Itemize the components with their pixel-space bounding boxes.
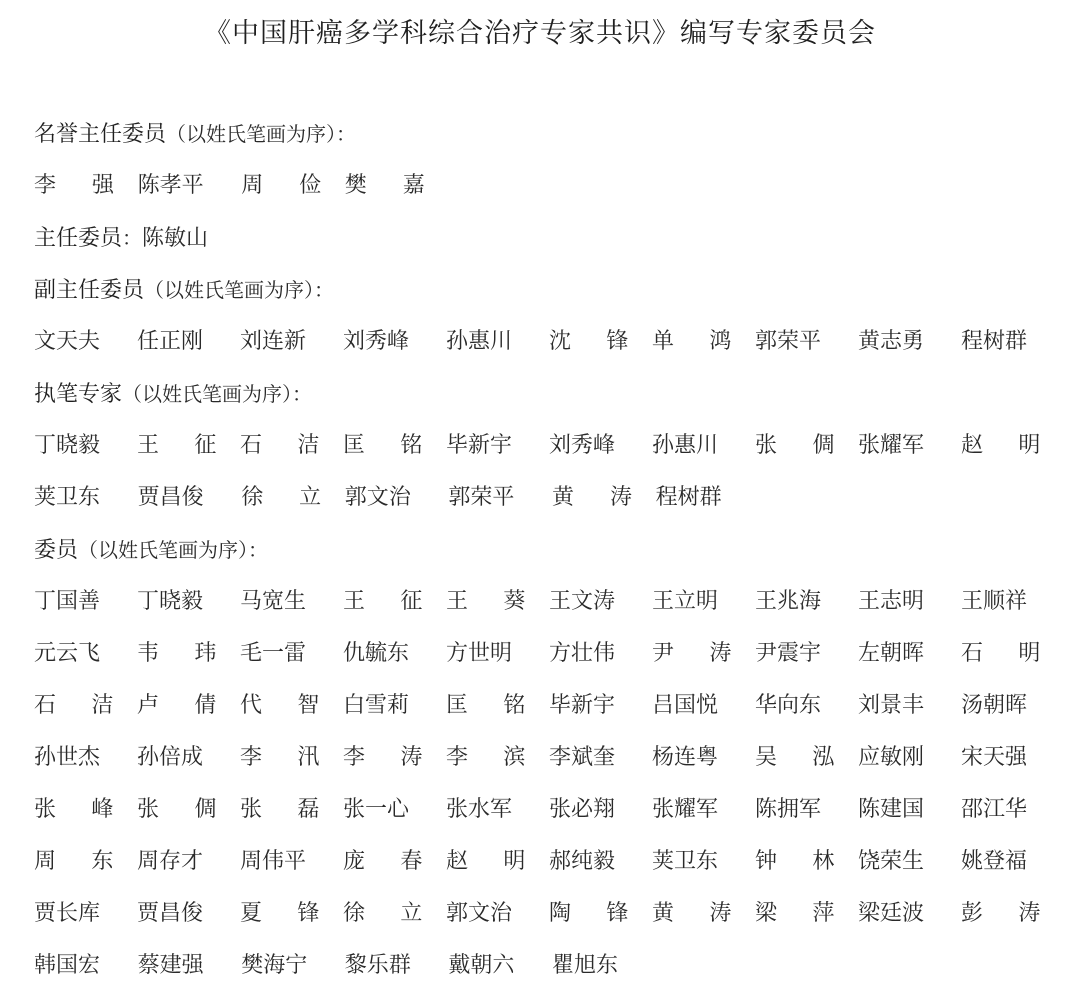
person-name: 陈 拥 军 [755, 797, 822, 822]
heading-label: 主任委员 [34, 226, 123, 251]
person-name: 王 志 明 [858, 589, 925, 614]
person-name: 王 兆 海 [755, 589, 822, 614]
person-name: 荚 卫 东 [34, 485, 101, 510]
name-row [34, 576, 1064, 628]
person-name: 王 文 涛 [549, 589, 616, 614]
person-name: 黄 志 勇 [858, 329, 925, 354]
person-name: 周 存 才 [137, 849, 204, 874]
name-row [34, 628, 1064, 680]
person-name: 张 磊 [240, 797, 320, 822]
person-name: 夏 锋 [240, 901, 320, 926]
person-name: 瞿 旭 东 [551, 953, 619, 978]
person-name: 王 顺 祥 [961, 589, 1028, 614]
person-name: 刘 连 新 [240, 329, 307, 354]
person-name: 元 云 飞 [34, 641, 101, 666]
heading-label: 名誉主任委员 [34, 122, 167, 147]
person-name: 彭 涛 [961, 901, 1041, 926]
section-heading-honorary [34, 108, 1064, 160]
heading-separator: ： [122, 226, 143, 250]
person-name: 蔡 建 强 [137, 953, 204, 978]
person-name: 郭 荣 平 [755, 329, 822, 354]
person-name: 杨 连 粤 [652, 745, 719, 770]
person-name: 孙 惠 川 [446, 329, 513, 354]
person-name: 毕 新 宇 [549, 693, 616, 718]
person-name: 匡 铭 [343, 433, 423, 458]
person-name: 周 俭 [241, 173, 322, 198]
person-name: 梁 萍 [755, 901, 835, 926]
heading-note: （以姓氏笔画为序）： [144, 278, 335, 302]
person-name: 匡 铭 [446, 693, 526, 718]
person-name: 钟 林 [755, 849, 835, 874]
person-name: 单 鸿 [652, 329, 732, 354]
names-vice-chairs [34, 316, 1064, 368]
person-name: 郭 文 治 [446, 901, 513, 926]
names-writers [34, 420, 1064, 524]
person-name: 戴 朝 六 [448, 953, 515, 978]
person-name: 徐 立 [241, 485, 322, 510]
person-name: 韦 玮 [137, 641, 217, 666]
person-name: 王 征 [343, 589, 423, 614]
person-name: 黄 涛 [551, 485, 632, 510]
name-row [34, 160, 1064, 212]
person-name: 白 雪 莉 [343, 693, 410, 718]
names-honorary [34, 160, 1064, 212]
person-name: 李 涛 [343, 745, 423, 770]
person-name: 文 天 夫 [34, 329, 101, 354]
person-name: 郝 纯 毅 [549, 849, 616, 874]
person-name: 丁 晓 毅 [137, 589, 204, 614]
person-name: 邵 江 华 [961, 797, 1028, 822]
person-name: 华 向 东 [755, 693, 822, 718]
heading-label: 副主任委员 [34, 278, 145, 303]
person-name: 陈 建 国 [858, 797, 925, 822]
person-name: 张 峰 [34, 797, 114, 822]
person-name: 石 洁 [34, 693, 114, 718]
person-name: 张 耀 军 [858, 433, 925, 458]
person-name: 孙 世 杰 [34, 745, 101, 770]
person-name: 张 倜 [755, 433, 835, 458]
person-name: 刘 景 丰 [858, 693, 925, 718]
person-name: 王 征 [137, 433, 217, 458]
name-row [34, 732, 1064, 784]
person-name: 马 宽 生 [240, 589, 307, 614]
person-name: 樊 海 宁 [241, 953, 308, 978]
person-name: 王 葵 [446, 589, 526, 614]
person-name: 张 一 心 [343, 797, 410, 822]
person-name: 赵 明 [961, 433, 1041, 458]
heading-label: 执笔专家 [34, 382, 123, 407]
name-row [34, 420, 1064, 472]
person-name: 尹 震 宇 [755, 641, 822, 666]
person-name: 程 树 群 [961, 329, 1028, 354]
person-name: 李 滨 [446, 745, 526, 770]
person-name: 姚 登 福 [961, 849, 1028, 874]
chair-name: 陈敏山 [142, 226, 209, 251]
person-name: 仇 毓 东 [343, 641, 410, 666]
person-name: 郭 文 治 [344, 485, 411, 510]
person-name: 丁 晓 毅 [34, 433, 101, 458]
person-name: 贾 昌 俊 [137, 485, 204, 510]
person-name: 李 斌 奎 [549, 745, 616, 770]
section-heading-writers [34, 368, 1064, 420]
person-name: 毛 一 雷 [240, 641, 307, 666]
person-name: 卢 倩 [137, 693, 217, 718]
person-name: 刘 秀 峰 [343, 329, 410, 354]
person-name: 方 世 明 [446, 641, 513, 666]
section-heading-chair [34, 212, 1064, 264]
person-name: 石 洁 [240, 433, 320, 458]
person-name: 沈 锋 [549, 329, 629, 354]
person-name: 程 树 群 [655, 485, 722, 510]
name-row [34, 888, 1064, 940]
person-name: 吕 国 悦 [652, 693, 719, 718]
section-heading-members [34, 524, 1064, 576]
person-name: 丁 国 善 [34, 589, 101, 614]
person-name: 樊 嘉 [344, 173, 425, 198]
person-name: 黄 涛 [652, 901, 732, 926]
person-name: 周 东 [34, 849, 114, 874]
person-name: 李 汛 [240, 745, 320, 770]
person-name: 方 壮 伟 [549, 641, 616, 666]
person-name: 汤 朝 晖 [961, 693, 1028, 718]
person-name: 陈 孝 平 [137, 173, 204, 198]
heading-note: （以姓氏笔画为序）： [122, 382, 313, 406]
committee-list [34, 108, 1064, 992]
person-name: 赵 明 [446, 849, 526, 874]
person-name: 黎 乐 群 [344, 953, 411, 978]
person-name: 张 必 翔 [549, 797, 616, 822]
name-row [34, 680, 1064, 732]
name-row [34, 472, 1064, 524]
person-name: 庞 春 [343, 849, 423, 874]
person-name: 任 正 刚 [137, 329, 204, 354]
person-name: 宋 天 强 [961, 745, 1028, 770]
heading-note: （以姓氏笔画为序）： [166, 122, 357, 146]
person-name: 陶 锋 [549, 901, 629, 926]
heading-label: 委员 [34, 538, 79, 563]
person-name: 毕 新 宇 [446, 433, 513, 458]
person-name: 张 耀 军 [652, 797, 719, 822]
person-name: 梁 廷 波 [858, 901, 925, 926]
person-name: 韩 国 宏 [34, 953, 101, 978]
document-title: 《中国肝癌多学科综合治疗专家共识》编写专家委员会 [204, 18, 876, 49]
name-row [34, 940, 1064, 992]
heading-note: （以姓氏笔画为序）： [78, 538, 269, 562]
person-name: 郭 荣 平 [448, 485, 515, 510]
person-name: 左 朝 晖 [858, 641, 925, 666]
person-name: 贾 长 库 [34, 901, 101, 926]
person-name: 应 敏 刚 [858, 745, 925, 770]
person-name: 代 智 [240, 693, 320, 718]
person-name: 刘 秀 峰 [549, 433, 616, 458]
section-heading-vice-chairs [34, 264, 1064, 316]
name-row [34, 316, 1064, 368]
person-name: 贾 昌 俊 [137, 901, 204, 926]
person-name: 饶 荣 生 [858, 849, 925, 874]
person-name: 周 伟 平 [240, 849, 307, 874]
person-name: 张 水 军 [446, 797, 513, 822]
person-name: 吴 泓 [755, 745, 835, 770]
person-name: 孙 倍 成 [137, 745, 204, 770]
name-row [34, 836, 1064, 888]
names-members [34, 576, 1064, 992]
person-name: 尹 涛 [652, 641, 732, 666]
name-row [34, 784, 1064, 836]
person-name: 孙 惠 川 [652, 433, 719, 458]
person-name: 李 强 [34, 173, 114, 198]
person-name: 张 倜 [137, 797, 217, 822]
person-name: 石 明 [961, 641, 1041, 666]
person-name: 王 立 明 [652, 589, 719, 614]
person-name: 徐 立 [343, 901, 423, 926]
person-name: 荚 卫 东 [652, 849, 719, 874]
